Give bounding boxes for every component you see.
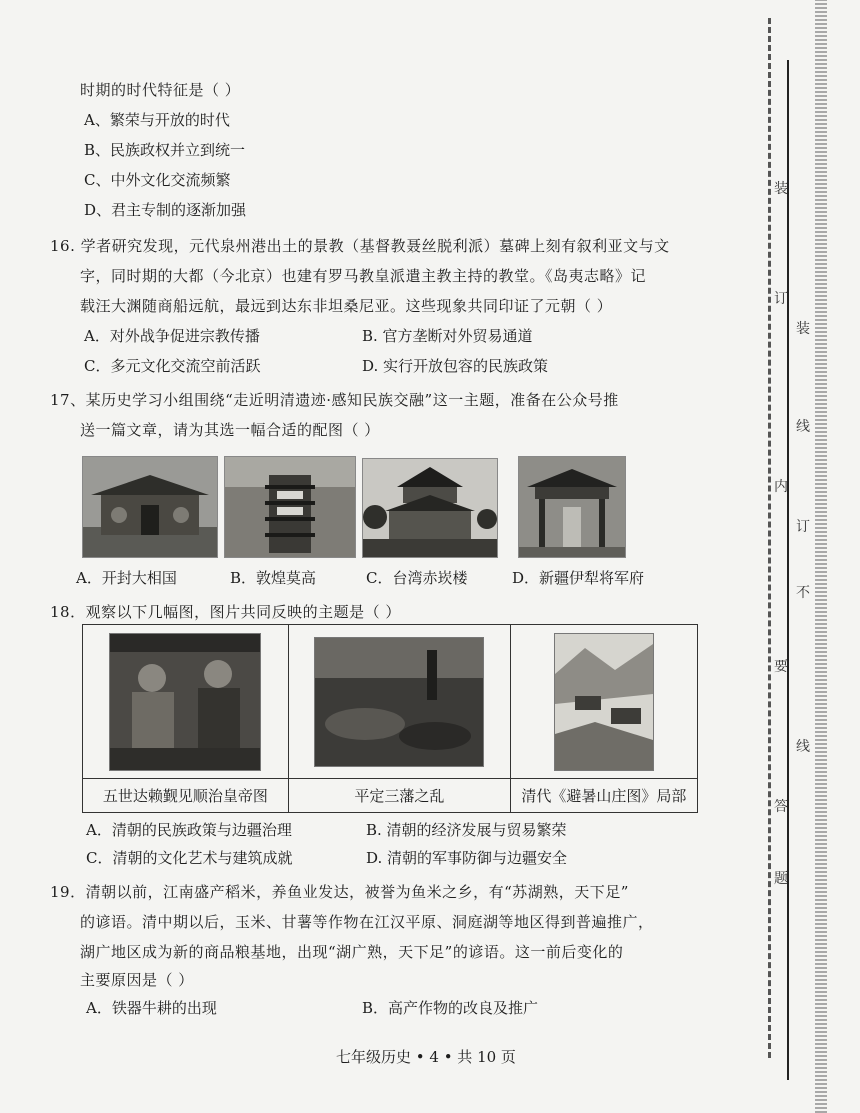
q18-stem: 18．观察以下几幅图，图片共同反映的主题是（ ） bbox=[50, 603, 401, 621]
q18-option-d: D. 清朝的军事防御与边疆安全 bbox=[366, 849, 568, 867]
binding-char-8: 要 bbox=[774, 659, 788, 675]
painting-pingding-sanfan bbox=[314, 637, 484, 767]
binding-char-4: 线 bbox=[796, 419, 810, 435]
binding-char-2: 订 bbox=[774, 291, 788, 307]
q18-option-a: A．清朝的民族政策与边疆治理 bbox=[86, 821, 292, 839]
q18-option-c: C．清朝的文化艺术与建筑成就 bbox=[86, 849, 293, 867]
q18-option-b: B. 清朝的经济发展与贸易繁荣 bbox=[366, 821, 567, 839]
q16-line-3: 载汪大渊随商船远航，最远到达东非坦桑尼亚。这些现象共同印证了元朝（ ） bbox=[80, 297, 613, 315]
q17-caption-d: D．新疆伊犁将军府 bbox=[512, 569, 645, 587]
binding-edge bbox=[815, 0, 827, 1113]
q15-stem-tail: 时期的时代特征是（ ） bbox=[80, 81, 241, 99]
binding-margin bbox=[766, 0, 860, 1113]
q18-caption-cell-3 bbox=[510, 779, 697, 813]
q19-line-2: 的谚语。清中期以后，玉米、甘薯等作物在江汉平原、洞庭湖等地区得到普遍推广， bbox=[80, 913, 654, 931]
q19-option-a: A．铁器牛耕的出现 bbox=[86, 999, 217, 1017]
q19-line-4: 主要原因是（ ） bbox=[80, 971, 194, 989]
q17-caption-c: C．台湾赤崁楼 bbox=[366, 569, 468, 587]
binding-char-6: 订 bbox=[796, 519, 810, 535]
q16-option-b: B. 官方垄断对外贸易通道 bbox=[362, 327, 533, 345]
q17-line-2: 送一篇文章，请为其选一幅合适的配图（ ） bbox=[80, 421, 380, 439]
binding-char-3: 装 bbox=[796, 321, 810, 337]
q19-line-3: 湖广地区成为新的商品粮基地，出现“湖广熟，天下足”的谚语。这一前后变化的 bbox=[80, 943, 624, 961]
painting-dalai-lama-shunzhi bbox=[109, 633, 261, 771]
painting-bishu-shanzhuang bbox=[554, 633, 654, 771]
page-footer: 七年级历史 • 4 • 共 10 页 bbox=[336, 1048, 516, 1066]
q16-option-d: D. 实行开放包容的民族政策 bbox=[362, 357, 549, 375]
q16-option-a: A．对外战争促进宗教传播 bbox=[84, 327, 260, 345]
q18-caption-2: 平定三藩之乱 bbox=[354, 786, 445, 805]
q17-caption-a: A．开封大相国 bbox=[76, 569, 177, 587]
binding-char-9: 线 bbox=[796, 739, 810, 755]
binding-char-10: 答 bbox=[774, 799, 788, 815]
q16-option-c: C．多元文化交流空前活跃 bbox=[84, 357, 261, 375]
q18-cell-1 bbox=[83, 625, 289, 779]
binding-solid-line bbox=[787, 60, 789, 1080]
q15-option-b: B、民族政权并立到统一 bbox=[84, 141, 246, 159]
binding-char-7: 不 bbox=[796, 585, 810, 601]
q18-caption-cell-1 bbox=[83, 779, 289, 813]
q18-image-table bbox=[82, 624, 698, 813]
photo-yili-general-mansion bbox=[518, 456, 626, 558]
q19-option-b: B．高产作物的改良及推广 bbox=[362, 999, 539, 1017]
photo-kaifeng-daxiangguo bbox=[82, 456, 218, 558]
q17-line-1: 17、某历史学习小组围绕“走近明清遗迹·感知民族交融”这一主题，准备在公众号推 bbox=[50, 391, 619, 409]
q16-line-2: 字，同时期的大都（今北京）也建有罗马教皇派遣主教主持的教堂。《岛夷志略》记 bbox=[80, 267, 647, 285]
photo-taiwan-chikanlou bbox=[362, 458, 498, 558]
photo-dunhuang-mogao bbox=[224, 456, 356, 558]
binding-char-11: 题 bbox=[774, 871, 788, 887]
q18-caption-1: 五世达赖觐见顺治皇帝图 bbox=[102, 786, 268, 805]
q15-option-d: D、君主专制的逐渐加强 bbox=[84, 201, 247, 219]
binding-char-5: 内 bbox=[774, 479, 788, 495]
q18-caption-3: 清代《避暑山庄图》局部 bbox=[521, 786, 687, 805]
binding-dashed-line bbox=[768, 18, 775, 1058]
q18-cell-2 bbox=[288, 625, 510, 779]
binding-char-1: 装 bbox=[774, 181, 788, 197]
q17-caption-b: B．敦煌莫高 bbox=[230, 569, 317, 587]
q18-cell-3 bbox=[510, 625, 697, 779]
q15-option-a: A、繁荣与开放的时代 bbox=[84, 111, 230, 129]
q15-option-c: C、中外文化交流频繁 bbox=[84, 171, 231, 189]
q18-caption-cell-2 bbox=[288, 779, 510, 813]
q19-line-1: 19．清朝以前，江南盛产稻米，养鱼业发达，被誉为鱼米之乡，有“苏湖熟，天下足” bbox=[50, 883, 629, 901]
q16-line-1: 16. 学者研究发现，元代泉州港出土的景教（基督教聂丝脱利派）墓碑上刻有叙利亚文与文 bbox=[50, 237, 670, 255]
